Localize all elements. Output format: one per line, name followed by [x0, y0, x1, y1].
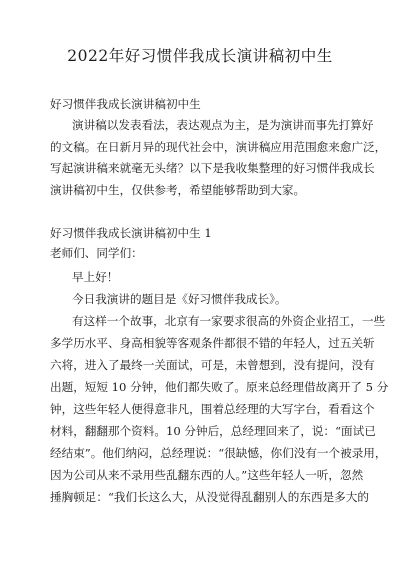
salutation: 老师们、同学们：	[50, 246, 143, 260]
section-heading: 好习惯伴我成长演讲稿初中生 1	[50, 226, 212, 240]
paragraph-line: 的文稿。在日新月异的现代社会中，演讲稿应用范围愈来愈广泛，	[50, 140, 387, 154]
greeting: 早上好！	[72, 270, 119, 284]
paragraph-line: 演讲稿以发表看法，表达观点为主，是为演讲而事先打算好	[72, 118, 374, 132]
paragraph-line: 钟，这些年轻人便得意非凡，围着总经理的大写字台，看看这个	[50, 402, 375, 416]
paragraph-line: 捶胸顿足：“我们长这么大，从没觉得乱翻别人的东西是多大的	[50, 490, 369, 504]
paragraph-line: 多学历水平、身高相貌等客观条件都很不错的年轻人，过五关斩	[50, 336, 375, 350]
paragraph-line: 因为公司从来不录用些乱翻东西的人。”这些年轻人一听，忽然	[50, 468, 364, 482]
paragraph-line: 出题，短短 10 分钟，他们都失败了。原来总经理借故离开了 5 分	[50, 380, 389, 394]
document-title: 2022年好习惯伴我成长演讲稿初中生	[67, 47, 333, 65]
paragraph-line: 有这样一个故事，北京有一家要求很高的外资企业招工，一些	[72, 314, 386, 328]
section-heading: 好习惯伴我成长演讲稿初中生	[50, 97, 201, 111]
paragraph-line: 今日我演讲的题目是《好习惯伴我成长》。	[72, 292, 287, 306]
paragraph-line: 演讲稿初中生，仅供参考，希望能够帮助到大家。	[50, 183, 306, 197]
paragraph-line: 经结束”。他们纳闷，总经理说：“很缺憾，你们没有一个被录用，	[50, 446, 387, 460]
paragraph-line: 材料，翻翻那个资料。10 分钟后，总经理回来了，说：“面试已	[50, 424, 376, 438]
paragraph-line: 六将，进入了最终一关面试，可是，未曾想到，没有提问，没有	[50, 358, 375, 372]
paragraph-line: 写起演讲稿来就毫无头绪？以下是我收集整理的好习惯伴我成长	[50, 161, 375, 175]
